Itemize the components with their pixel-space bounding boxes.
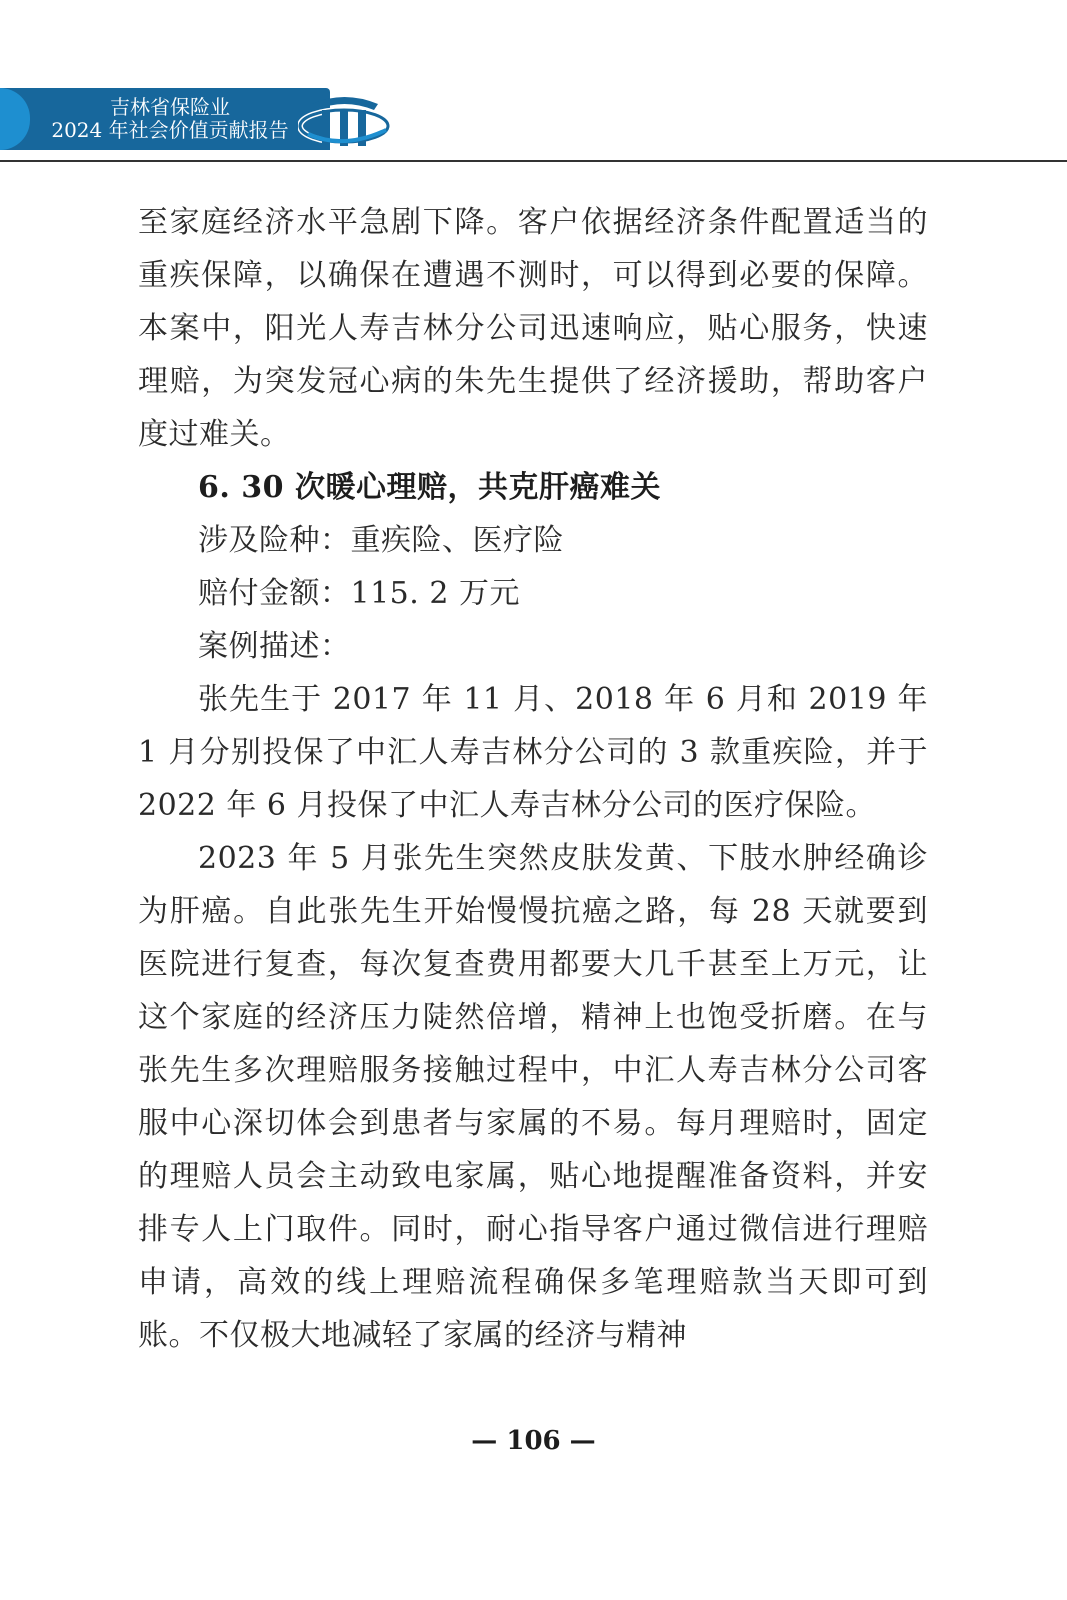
page-body [138,196,928,1362]
paragraph-continued: 至家庭经济水平急剧下降。客户依据经济条件配置适当的重疾保障，以确保在遭遇不测时，可以得到必要的保障。本案中，阳光人寿吉林分公司迅速响应，贴心服务，快速理赔，为突发冠心病的朱先生提供了经济援助，帮助客户度过难关。 [138,205,928,452]
case-heading: 6. 30 次暖心理赔，共克肝癌难关 [198,470,661,505]
case-paragraph: 2023 年 5 月张先生突然皮肤发黄、下肢水肿经确诊为肝癌。自此张先生开始慢慢抗癌之路，每 28 天就要到医院进行复查，每次复查费用都要大几千甚至上万元，让这个家庭的经济压力陡然倍增，精神上也饱受折磨。在与张先生多次理赔服务接触过程中，中汇人寿吉林分公司客服中心深切体会到患者与家属的不易。每月理赔时，固定的理赔人员会主动致电家属，贴心地提醒准备资料，并安排专人上门取件。同时，耐心指导客户通过微信进行理赔申请，高效的线上理赔流程确保多笔理赔款当天即可到账。不仅极大地减轻了家属的经济与精神 [138,841,928,1353]
page-number: — 106 — [471,1426,596,1456]
report-title-line2: 2024 年社会价值贡献报告 [51,118,289,142]
header-divider [0,160,1067,162]
report-title-line1: 吉林省保险业 [110,95,230,119]
case-description-label: 案例描述： [198,629,351,664]
case-paragraph: 张先生于 2017 年 11 月、2018 年 6 月和 2019 年 1 月分别投保了中汇人寿吉林分公司的 3 款重疾险，并于 2022 年 6 月投保了中汇人寿吉林分公司的医疗保险。 [138,682,928,823]
report-title [30,96,310,142]
report-logo-icon [298,86,394,154]
payout-amount: 赔付金额：115. 2 万元 [198,576,520,611]
insurance-types: 涉及险种：重疾险、医疗险 [198,523,564,558]
